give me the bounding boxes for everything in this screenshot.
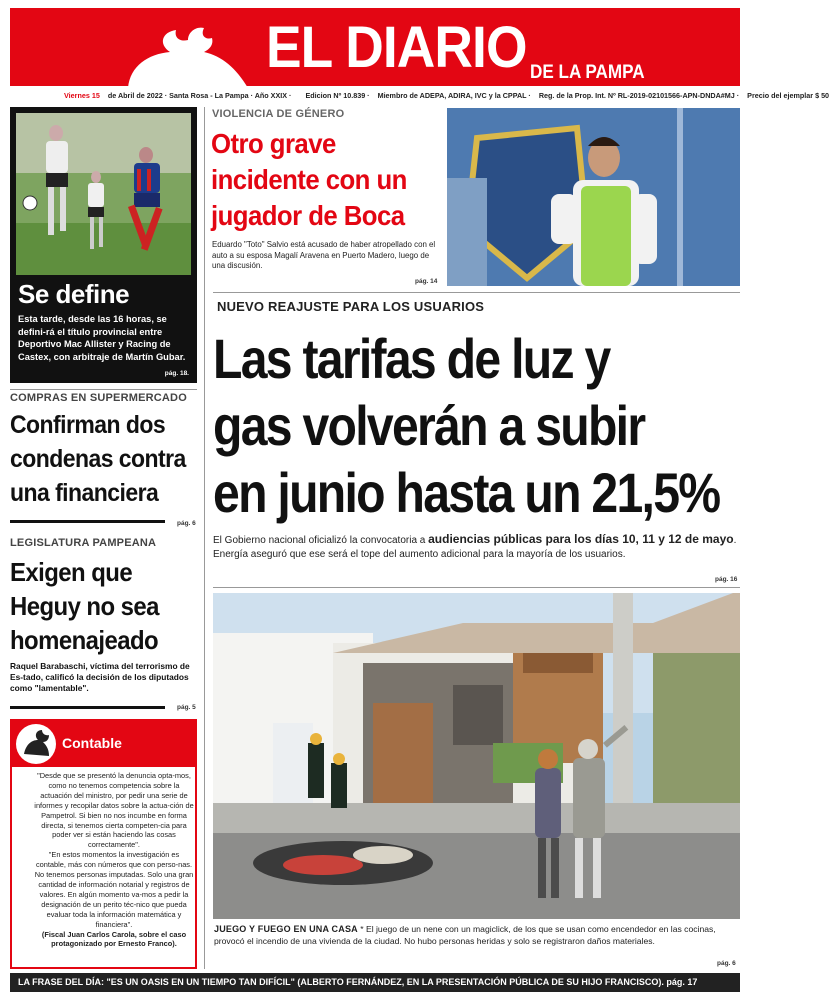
quote-header <box>12 721 195 767</box>
legislature-page-ref: pág. 5 <box>177 704 196 711</box>
divider <box>10 389 197 390</box>
supermarket-page-ref: pág. 6 <box>177 520 196 527</box>
edition-info-bar <box>10 88 830 104</box>
newspaper-title[interactable]: EL DIARIO <box>266 15 527 80</box>
boca-page-ref: pág. 14 <box>415 278 438 285</box>
divider <box>10 706 165 709</box>
divider <box>10 520 165 523</box>
tariff-page-ref: pág. 16 <box>715 576 738 583</box>
tariff-summary: El Gobierno nacional oficializó la convocatoria a audiencias públicas para los días 10, 11 y 12 de mayo. Energía aseguró que ese será el tope del aumento adicional para la mayoría de los usuarios. <box>213 532 737 560</box>
sport-page-ref: pág. 18. <box>164 370 189 377</box>
bird-logo-icon <box>118 26 258 88</box>
column-divider <box>204 107 205 969</box>
sport-summary: Esta tarde, desde las 16 horas, se defini-rá el título provincial entre Deportivo Mac Allister y Racing de Castex, con arbitraje de Martín Gubar. <box>18 314 186 362</box>
supermarket-story[interactable] <box>10 392 197 510</box>
fire-caption: JUEGO Y FUEGO EN UNA CASA * El juego de un nene con un magiclick, de los que se usan como encendedor en las cocinas, provocó el incendio de una vivienda de la ciudad. No hubo personas heridas y solo se registraron daños materiales. <box>214 924 716 946</box>
supermarket-headline[interactable]: Confirman dos condenas contra una financiera <box>10 411 186 507</box>
quote-label: Contable <box>62 735 122 751</box>
bird-emblem-icon <box>16 724 56 764</box>
fire-page-ref: pág. 6 <box>717 960 736 967</box>
divider <box>213 292 740 293</box>
boca-headline[interactable]: Otro grave incidente con un jugador de Boca <box>211 128 407 231</box>
divider <box>213 587 740 588</box>
legislature-kicker: LEGISLATURA PAMPEANA <box>10 537 157 549</box>
tariff-headline[interactable]: Las tarifas de luz y gas volverán a subir en junio hasta un 21,5% <box>213 327 720 524</box>
soccer-match-photo[interactable] <box>16 113 191 275</box>
supermarket-kicker: COMPRAS EN SUPERMERCADO <box>10 392 187 404</box>
quote-box <box>10 719 197 969</box>
tariff-kicker: NUEVO REAJUSTE PARA LOS USUARIOS <box>217 299 485 314</box>
boca-kicker: VIOLENCIA DE GÉNERO <box>212 108 345 120</box>
newspaper-subtitle: DE LA PAMPA <box>530 62 645 83</box>
legislature-story[interactable] <box>10 537 197 693</box>
registry-text: Reg. de la Prop. Int. Nº RL-2019-02101566-APN-DNDA#MJ · <box>538 91 740 100</box>
membership-text: Miembro de ADEPA, ADIRA, IVC y la CPPAL · <box>377 91 531 100</box>
legislature-summary: Raquel Barabaschi, víctima del terrorismo de Es-tado, calificó la decisión de los diputados como "lamentable". <box>10 661 190 693</box>
quote-text: "Desde que se presentó la denuncia opta-mos, como no tenemos competencia sobre la actuación del ministro, por pedir una serie de informes y recopilar datos sobre la actua-ción de Pampetrol. Si bien no nos incumbe en forma directa, si tenemos cierta competen-cia para poder ver si están haciendo las cosas correctamente". "En estos momentos la investigación es contable, más con números que con perso-nas. No tenemos personas imputadas. Solo una gran cantidad de información notarial y registros de valores. En algún momento va-mos a pedir la designación de un perito téc-nico que pueda evaluar toda la información matemática y financiera". (Fiscal Juan Carlos Carola, sobre el caso protagonizado por Ernesto Franco). <box>34 771 194 949</box>
issue-date: Viernes 15 de Abril de 2022 · Santa Rosa - La Pampa · Año XXIX · <box>64 91 292 100</box>
price-text: Precio del ejemplar $ 50 <box>747 91 830 100</box>
sport-story[interactable] <box>10 107 197 383</box>
masthead <box>10 8 740 86</box>
sport-headline[interactable]: Se define <box>18 279 130 309</box>
boca-summary: Eduardo "Toto" Salvio está acusado de haber atropellado con el auto a su esposa Magalí Aravena en Puerto Madero, luego de una discusión. <box>212 240 436 270</box>
house-fire-photo[interactable] <box>213 593 740 919</box>
edition-number: Edicion Nº 10.839 · <box>305 91 370 100</box>
quote-of-the-day-bar[interactable]: LA FRASE DEL DÍA: "ES UN OASIS EN UN TIEMPO TAN DIFÍCIL" (ALBERTO FERNÁNDEZ, EN LA PRESENTACIÓN PÚBLICA DE SU HIJO FRANCISCO). pág. 17 <box>10 973 740 992</box>
legislature-headline[interactable]: Exigen que Heguy no sea homenajeado <box>10 557 159 655</box>
player-photo[interactable] <box>447 108 740 286</box>
